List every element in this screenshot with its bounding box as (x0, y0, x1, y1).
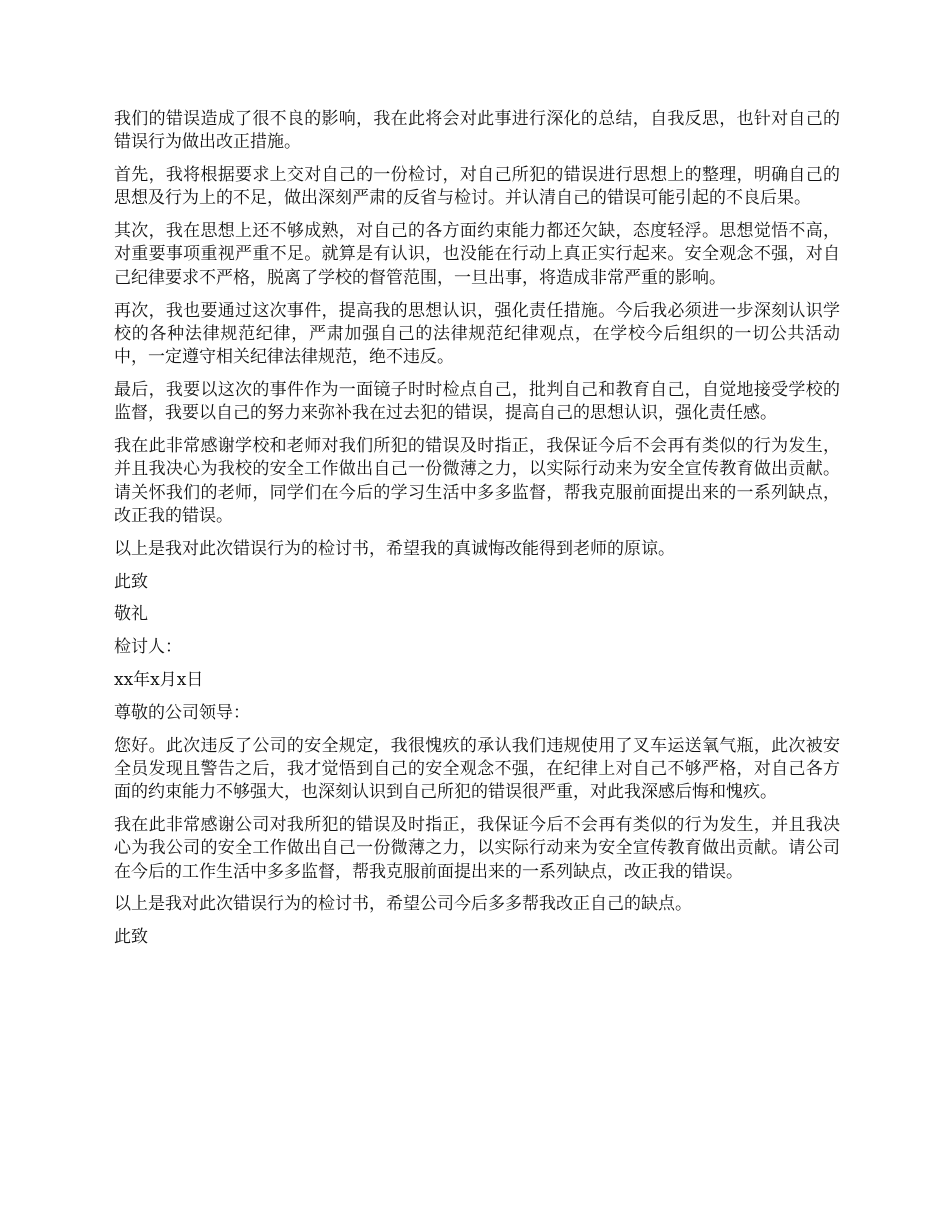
closing-cizhi-2: 此致 (114, 927, 148, 948)
paragraph-thanks: 我在此非常感谢学校和老师对我们所犯的错误及时指正，我保证今后不会再有类似的行为发生，并且我决心为我校的安全工作做出自己一份微薄之力，以实际行动来为安全宣传教育做出贡献。请关怀我们的老师，同学们在今后的学习生活中多多监督，帮我克服前面提出来的一系列缺点，改正我的错误。 (114, 436, 840, 526)
paragraph-company-apology: 您好。此次违反了公司的安全规定，我很愧疚的承认我们违规使用了叉车运送氧气瓶，此次被安全员发现且警告之后，我才觉悟到自己的安全观念不强，在纪律上对自己不够严格，对自己各方面的约束能力不够强大，也深刻认识到自己所犯的错误很严重，对此我深感后悔和愧疚。 (114, 735, 840, 803)
paragraph-company-thanks: 我在此非常感谢公司对我所犯的错误及时指正，我保证今后不会再有类似的行为发生，并且我决心为我公司的安全工作做出自己一份微薄之力，以实际行动来为安全宣传教育做出贡献。请公司在今后的工作生活中多多监督，帮我克服前面提出来的一系列缺点，改正我的错误。 (114, 814, 840, 882)
paragraph-last: 最后，我要以这次的事件作为一面镜子时时检点自己，批判自己和教育自己，自觉地接受学校的监督，我要以自己的努力来弥补我在过去犯的错误，提高自己的思想认识，强化责任感。 (114, 379, 840, 424)
document-body (114, 108, 840, 959)
closing-cizhi: 此致 (114, 571, 148, 592)
paragraph-company-conclusion: 以上是我对此次错误行为的检讨书，希望公司今后多多帮我改正自己的缺点。 (114, 894, 692, 915)
paragraph-intro: 我们的错误造成了很不良的影响，我在此将会对此事进行深化的总结，自我反思，也针对自己的错误行为做出改正措施。 (114, 109, 840, 153)
signature-label: 检讨人： (114, 637, 182, 658)
paragraph-second: 其次，我在思想上还不够成熟，对自己的各方面约束能力都还欠缺，态度轻浮。思想觉悟不高，对重要事项重视严重不足。就算是有认识，也没能在行动上真正实行起来。安全观念不强，对自己纪律要求不严格，脱离了学校的督管范围，一旦出事，将造成非常严重的影响。 (114, 221, 840, 288)
closing-jingli: 敬礼 (114, 604, 148, 625)
date-line: xx年x月x日 (114, 669, 204, 690)
paragraph-conclusion: 以上是我对此次错误行为的检讨书，希望我的真诚悔改能得到老师的原谅。 (114, 538, 675, 559)
salutation: 尊敬的公司领导： (114, 702, 250, 723)
paragraph-third: 再次，我也要通过这次事件，提高我的思想认识，强化责任措施。今后我必须进一步深刻认识学校的各种法律规范纪律，严肃加强自己的法律规范纪律观点，在学校今后组织的一切公共活动中，一定遵守相关纪律法律规范，绝不违反。 (114, 300, 840, 368)
paragraph-first: 首先，我将根据要求上交对自己的一份检讨，对自己所犯的错误进行思想上的整理，明确自己的思想及行为上的不足，做出深刻严肃的反省与检讨。并认清自己的错误可能引起的不良后果。 (114, 165, 840, 209)
